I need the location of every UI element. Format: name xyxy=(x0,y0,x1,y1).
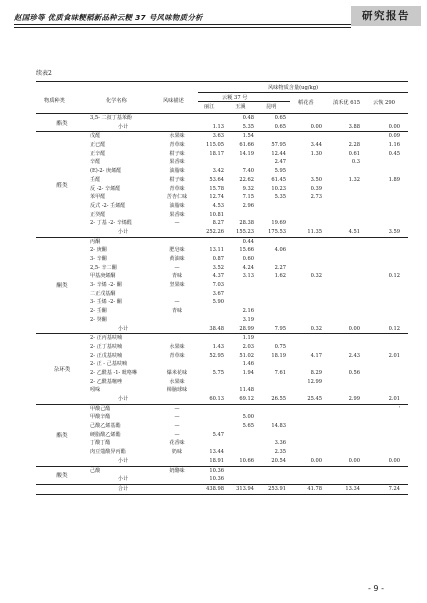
compound-name: 丁酸丁酯 xyxy=(90,440,111,447)
flavor-description: — xyxy=(174,405,180,412)
subtotal-row xyxy=(36,475,408,484)
flavor-description: 水果味 xyxy=(169,343,185,350)
page-number: - 9 - xyxy=(368,584,384,593)
header-kunming: 昆明 xyxy=(266,104,277,110)
subtotal-row xyxy=(36,457,408,466)
compound-name: 2- 乙酰基 -1- 吡咯啉 xyxy=(90,369,138,376)
content-value: 1.30 xyxy=(310,150,322,157)
compound-name: 反式 -2- 壬烯醛 xyxy=(90,202,126,209)
compound-name: 丙酮 xyxy=(90,238,101,245)
content-value: 2.28 xyxy=(348,142,360,149)
compound-name: 甲酸己酯 xyxy=(90,405,111,412)
table-row xyxy=(36,413,408,422)
table-row xyxy=(36,219,408,228)
content-value: 5.75 xyxy=(212,369,224,376)
content-value: 10.66 xyxy=(239,457,254,464)
content-value: 20.54 xyxy=(271,457,286,464)
compound-group xyxy=(36,237,408,334)
compound-name: 壬醛 xyxy=(90,176,101,183)
compound-name: 3- 壬烯 -2- 酮 xyxy=(90,299,122,306)
flavor-description: 青草味 xyxy=(169,185,185,192)
content-value: 0.00 xyxy=(388,123,400,130)
total-value: 313.94 xyxy=(236,485,254,492)
header-daohuaxiang: 稻花香 xyxy=(298,100,314,106)
content-value: 51.02 xyxy=(239,352,254,359)
compound-name: 2,5- 辛二酮 xyxy=(90,264,117,271)
content-value: 3.44 xyxy=(310,142,322,149)
subtotal-label: 小计 xyxy=(117,396,129,402)
content-value: 2.96 xyxy=(242,202,254,209)
compound-name: 2- 丁基 -2- 辛烯醛 xyxy=(90,220,132,227)
compound-name: 正已醛 xyxy=(90,142,106,149)
content-value: 5.95 xyxy=(274,168,286,175)
subtotal-row xyxy=(36,123,408,132)
table-body xyxy=(36,113,408,484)
compound-name: 2- 正丙基呋喃 xyxy=(90,335,123,342)
content-value: 0.60 xyxy=(242,256,254,262)
total-value: 438.98 xyxy=(206,485,224,492)
flavor-description: 水果味 xyxy=(169,133,185,140)
flavor-description: — xyxy=(174,414,180,421)
content-value: 25.45 xyxy=(307,396,322,402)
subtotal-row xyxy=(36,228,408,237)
flavor-description: 青草味 xyxy=(169,142,185,149)
compound-name: 甲酸辛酯 xyxy=(90,414,111,421)
compound-name: 反 -2- 辛烯醛 xyxy=(90,185,121,192)
content-value: 38.48 xyxy=(209,325,224,332)
table-row xyxy=(36,369,408,378)
compound-name: 3,5- 二叔丁基苯酚 xyxy=(90,115,133,121)
content-value: 13.44 xyxy=(209,449,224,456)
content-value: 61.66 xyxy=(239,142,254,149)
flavor-description: 黄油味 xyxy=(169,256,185,262)
compound-name: 正辛醛 xyxy=(90,150,106,157)
running-head: 赵国珍等 优质食味粳稻新品种云粳 37 号风味物质分析 xyxy=(14,13,203,22)
subtotal-row xyxy=(36,395,408,404)
flavor-description: 花香味 xyxy=(169,440,185,447)
group-name: 酯类 xyxy=(56,120,68,127)
flavor-description: 青草味 xyxy=(169,352,185,359)
header-rule xyxy=(14,24,351,25)
content-value: 5.47 xyxy=(212,431,224,438)
content-value: 4.37 xyxy=(212,273,224,280)
header-name: 化学名称 xyxy=(106,98,127,104)
table-row xyxy=(36,439,408,448)
content-value: 2.47 xyxy=(274,159,286,166)
flavor-description: 果香味 xyxy=(169,159,185,166)
header-yunjing37: 云粳 37 号 xyxy=(222,95,248,101)
flavor-description: — xyxy=(174,299,180,306)
table-row xyxy=(36,202,408,211)
content-value: 3.67 xyxy=(212,290,224,297)
content-value: 0.65 xyxy=(274,115,286,121)
content-value: 2.16 xyxy=(242,308,254,315)
table-row xyxy=(36,386,408,395)
content-value: 10.81 xyxy=(209,211,224,218)
content-value: 52.95 xyxy=(209,352,224,359)
content-value: 4.17 xyxy=(310,352,322,359)
table-row xyxy=(36,307,408,316)
content-value: 3.88 xyxy=(348,123,360,130)
table-row xyxy=(36,272,408,281)
content-value: 0.32 xyxy=(310,273,322,280)
content-value: 4.51 xyxy=(348,228,360,235)
table-row xyxy=(36,360,408,369)
group-name: 酯类 xyxy=(56,433,68,440)
subtotal-label: 小计 xyxy=(117,228,129,235)
content-value: 12.74 xyxy=(209,194,224,201)
flavor-description: 油脂味 xyxy=(169,202,185,209)
table-row xyxy=(36,238,408,247)
flavor-description: — xyxy=(174,264,180,271)
content-value: 8.29 xyxy=(310,369,322,376)
content-value: 1.16 xyxy=(388,142,400,149)
content-value: 1.94 xyxy=(242,369,254,376)
content-value: 5.90 xyxy=(212,299,224,306)
total-value: 41.78 xyxy=(307,485,322,492)
content-value: 15.66 xyxy=(239,247,254,254)
table-row xyxy=(36,352,408,361)
content-value: 0.48 xyxy=(242,115,254,121)
table-row xyxy=(36,316,408,325)
compound-group xyxy=(36,131,408,236)
content-value: 0.44 xyxy=(242,238,254,245)
group-name: 杂环类 xyxy=(53,366,71,373)
header-flavor: 风味描述 xyxy=(163,98,184,104)
compound-name: 己酸 xyxy=(90,467,101,474)
content-value: 3.13 xyxy=(242,273,254,280)
content-value: 14.83 xyxy=(271,423,286,430)
flavor-description: 水果味 xyxy=(169,378,185,385)
content-value: 61.45 xyxy=(271,176,286,183)
compound-group xyxy=(36,113,408,131)
compound-name: 戊醛 xyxy=(90,133,101,140)
subtotal-label: 小计 xyxy=(117,476,129,483)
header-content: 风味物质含量(ug/kg) xyxy=(268,85,319,91)
table-row xyxy=(36,158,408,167)
content-value: 0.00 xyxy=(348,457,360,464)
total-value: 253.91 xyxy=(268,485,286,492)
compound-name: 己酸乙烯基酯 xyxy=(90,423,121,430)
content-value: 1.32 xyxy=(348,176,360,183)
content-value: 1.19 xyxy=(242,335,254,342)
compound-name: 2- 正丁基呋喃 xyxy=(90,343,123,350)
compound-name: 2- 乙酰基噻唑 xyxy=(90,378,123,385)
content-value: 5.00 xyxy=(242,414,254,421)
section-label: 研究报告 xyxy=(351,6,421,26)
content-value: 3.19 xyxy=(242,316,254,323)
content-value: 0.00 xyxy=(348,325,360,332)
table-row xyxy=(36,378,408,387)
content-value: 115.05 xyxy=(206,142,224,149)
content-value: 3.42 xyxy=(212,168,224,175)
compound-name: 二正戊基酮 xyxy=(90,290,116,297)
content-value: 0.65 xyxy=(274,123,286,130)
content-value: 0.87 xyxy=(212,256,224,262)
content-value: 2.27 xyxy=(274,264,286,271)
flavor-description: — xyxy=(174,220,180,227)
content-value: 10.23 xyxy=(271,185,286,192)
table-row xyxy=(36,193,408,202)
table-row xyxy=(36,167,408,176)
flavor-description: 爆米花味 xyxy=(166,369,188,376)
compound-name: 2- 壬酮 xyxy=(90,308,107,315)
total-row xyxy=(36,485,408,494)
table-row xyxy=(36,343,408,352)
content-value: 2.03 xyxy=(242,343,254,350)
content-value: 0.12 xyxy=(388,273,400,280)
content-value: 1.89 xyxy=(388,176,400,183)
content-value: 0.12 xyxy=(388,325,400,332)
subtotal-row xyxy=(36,325,408,334)
table-row xyxy=(36,448,408,457)
subtotal-label: 小计 xyxy=(117,123,129,130)
header-dianhe615: 滇禾优 615 xyxy=(333,100,361,106)
content-value: 69.12 xyxy=(239,396,254,402)
flavor-description: 肥皂味 xyxy=(169,247,185,254)
header-yuxi: 玉溪 xyxy=(235,104,246,110)
content-value: 18.19 xyxy=(271,352,286,359)
total-value: 13.34 xyxy=(345,485,360,492)
content-value: 0.3 xyxy=(351,159,360,166)
group-name: 酮类 xyxy=(56,283,68,290)
compound-name: 甲基庚烯酮 xyxy=(90,273,116,280)
table-row xyxy=(36,246,408,255)
flavor-description: 苦杏仁味 xyxy=(166,194,188,201)
content-value: 2.01 xyxy=(388,352,400,359)
table-row xyxy=(36,141,408,150)
compound-name: 2- 正 - 己基呋喃 xyxy=(90,361,128,368)
content-value: 19.69 xyxy=(271,220,286,227)
content-value: 0.61 xyxy=(348,150,360,157)
flavor-description: 油脂味 xyxy=(169,168,185,175)
content-value: 18.91 xyxy=(209,457,224,464)
header-rule-thin xyxy=(14,27,351,28)
flavor-description: 樟脑球味 xyxy=(166,387,188,394)
content-value: 2.01 xyxy=(388,396,400,402)
flavor-description: 奶味 xyxy=(171,449,183,456)
compound-name: 2- 正戊基呋喃 xyxy=(90,352,123,359)
compound-name: 苯甲醛 xyxy=(90,194,106,201)
compound-name: 辛醛 xyxy=(90,159,101,166)
content-value: 252.26 xyxy=(206,228,224,235)
table-row xyxy=(36,334,408,343)
content-value: 11.35 xyxy=(307,228,322,235)
compound-group xyxy=(36,333,408,404)
content-value: 9.32 xyxy=(242,185,254,192)
header-lijiang: 丽江 xyxy=(204,104,215,110)
content-value: 15.78 xyxy=(209,185,224,192)
content-value: 0.32 xyxy=(310,325,322,332)
compound-name: 硬脂酸乙烯酯 xyxy=(90,431,121,438)
content-value: 7.95 xyxy=(274,325,286,332)
content-value: 0.00 xyxy=(310,123,322,130)
content-value: 12.99 xyxy=(307,378,322,385)
compound-group xyxy=(36,466,408,484)
content-value: 0.39 xyxy=(310,185,322,192)
flavor-description: 青味 xyxy=(171,273,183,280)
content-value: 2.73 xyxy=(310,194,322,201)
content-value: 10.36 xyxy=(209,467,224,474)
compound-name: 正癸醛 xyxy=(90,211,106,218)
content-value: 1.46 xyxy=(242,361,254,368)
content-value: 8.27 xyxy=(212,220,224,227)
content-value: 53.64 xyxy=(209,176,224,183)
table-row xyxy=(36,281,408,290)
compound-name: 2- 庚酮 xyxy=(90,247,107,254)
content-value: 7.03 xyxy=(212,282,224,289)
compound-group xyxy=(36,404,408,466)
content-value: 11.48 xyxy=(239,387,254,394)
flavor-compound-table xyxy=(36,81,408,495)
content-value: 7.40 xyxy=(242,168,254,175)
content-value: 60.13 xyxy=(209,396,224,402)
table-row xyxy=(36,255,408,264)
content-value: 1.13 xyxy=(212,123,224,130)
content-value: 7.15 xyxy=(242,194,254,201)
table-row xyxy=(36,467,408,476)
table-row xyxy=(36,176,408,185)
content-value: 4.53 xyxy=(212,202,224,209)
content-value: 4.24 xyxy=(242,264,254,271)
content-value: 7.61 xyxy=(274,369,286,376)
table-row xyxy=(36,298,408,307)
content-value: 10.36 xyxy=(209,476,224,483)
content-value: 0.75 xyxy=(274,343,286,350)
content-value: 3.59 xyxy=(388,228,400,235)
content-value: 3.63 xyxy=(212,133,224,140)
content-value: 12.44 xyxy=(271,150,286,157)
content-value: ' xyxy=(398,405,400,412)
content-value: 22.62 xyxy=(239,176,254,183)
table-row xyxy=(36,185,408,194)
content-value: 28.99 xyxy=(239,325,254,332)
content-value: 2.35 xyxy=(274,449,286,456)
flavor-description: — xyxy=(174,423,180,430)
table-row xyxy=(36,431,408,440)
content-value: 155.23 xyxy=(236,228,254,235)
total-label: 合计 xyxy=(117,485,129,492)
compound-name: 3- 辛酮 xyxy=(90,256,107,262)
content-value: 1.62 xyxy=(274,273,286,280)
content-value: 0.45 xyxy=(388,150,400,157)
content-value: 13.11 xyxy=(209,247,224,254)
subtotal-label: 小计 xyxy=(117,457,129,464)
content-value: 0.00 xyxy=(388,457,400,464)
compound-name: (E)-2- 庚烯醛 xyxy=(90,168,122,175)
content-value: 28.38 xyxy=(239,220,254,227)
table-row xyxy=(36,264,408,273)
flavor-description: 奶酪味 xyxy=(169,467,185,474)
table-row xyxy=(36,150,408,159)
header-class: 物质种类 xyxy=(44,98,65,104)
compound-name: 2- 癸酮 xyxy=(90,316,107,323)
flavor-description: — xyxy=(174,431,180,438)
group-name: 酸类 xyxy=(56,473,68,480)
content-value: 18.17 xyxy=(209,150,224,157)
content-value: 2.43 xyxy=(348,352,360,359)
compound-name: 吲哚 xyxy=(90,387,101,394)
table-row xyxy=(36,211,408,220)
content-value: 14.19 xyxy=(239,150,254,157)
table-header xyxy=(36,82,408,113)
flavor-description: 柑子味 xyxy=(169,150,185,157)
content-value: 5.65 xyxy=(242,423,254,430)
table-row xyxy=(36,132,408,141)
content-value: 0.00 xyxy=(310,457,322,464)
content-value: 3.50 xyxy=(310,176,322,183)
content-value: 3.52 xyxy=(212,264,224,271)
total-value: 7.24 xyxy=(388,485,400,492)
compound-name: 肉豆蔻酸异丙酯 xyxy=(90,449,126,456)
content-value: 175.53 xyxy=(268,228,286,235)
flavor-description: 果香味 xyxy=(169,211,185,218)
content-value: 5.35 xyxy=(242,123,254,130)
content-value: 57.95 xyxy=(271,142,286,149)
content-value: 0.09 xyxy=(388,133,400,140)
table-row xyxy=(36,114,408,123)
content-value: 1.43 xyxy=(212,343,224,350)
content-value: 1.54 xyxy=(242,133,254,140)
table-row xyxy=(36,422,408,431)
table-row xyxy=(36,405,408,414)
content-value: 4.06 xyxy=(274,247,286,254)
table-row xyxy=(36,290,408,299)
table-caption: 续表2 xyxy=(36,70,52,77)
flavor-description: 青味 xyxy=(171,308,183,315)
content-value: 0.56 xyxy=(348,369,360,376)
compound-name: 3- 辛烯 -2- 酮 xyxy=(90,282,122,289)
flavor-description: 柑子味 xyxy=(169,176,185,183)
content-value: 2.99 xyxy=(348,396,360,402)
content-value: 3.36 xyxy=(274,440,286,447)
subtotal-label: 小计 xyxy=(117,325,129,332)
content-value: 5.35 xyxy=(274,194,286,201)
header-yunjing290: 云恢 290 xyxy=(373,100,395,106)
flavor-description: 坚果味 xyxy=(169,282,185,289)
content-value: 26.55 xyxy=(271,396,286,402)
group-name: 醛类 xyxy=(56,182,68,189)
